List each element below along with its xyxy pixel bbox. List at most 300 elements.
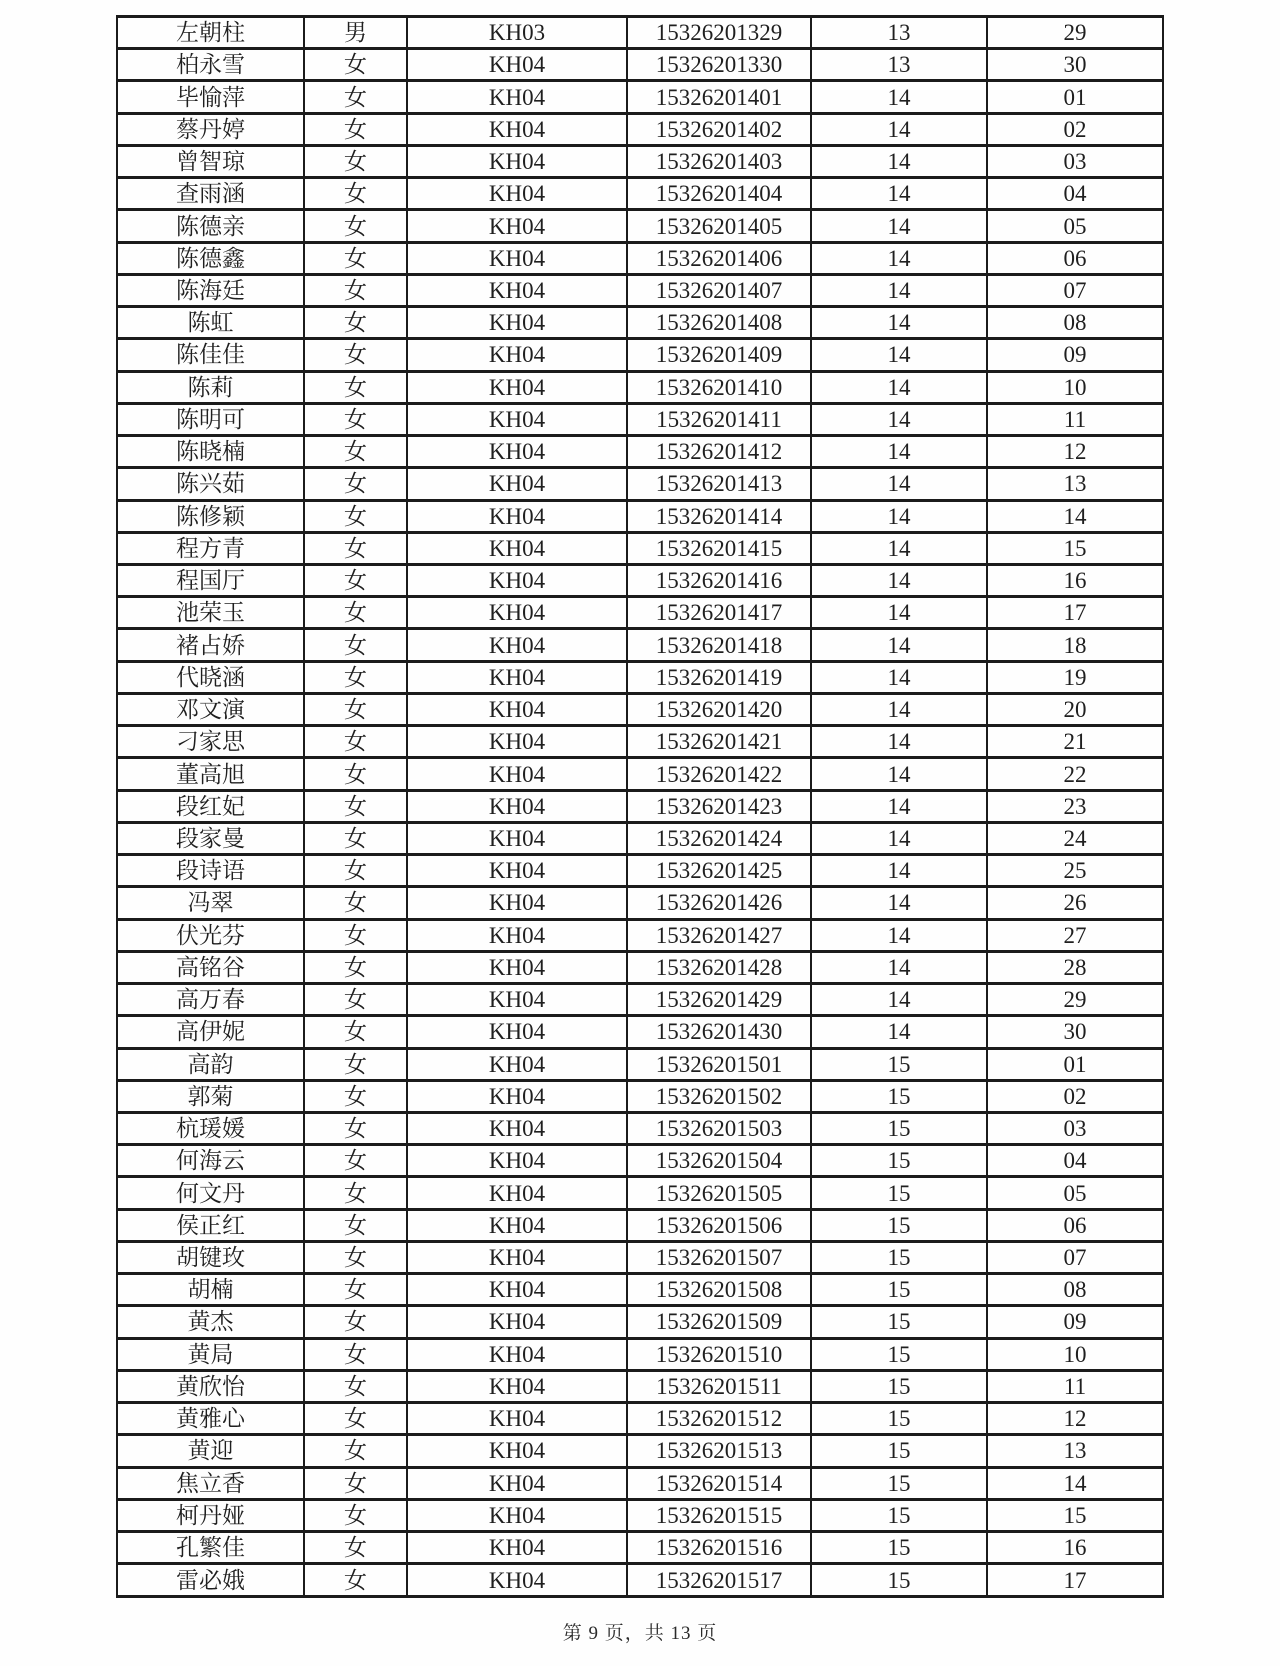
table-cell: 14 <box>811 242 987 274</box>
table-cell: 左朝柱 <box>117 17 304 49</box>
table-cell: 14 <box>811 919 987 951</box>
table-cell: 15326201513 <box>627 1435 811 1467</box>
table-cell: 焦立香 <box>117 1467 304 1499</box>
table-cell: 冯翠 <box>117 887 304 919</box>
table-cell: 黄雅心 <box>117 1403 304 1435</box>
table-cell: 15326201418 <box>627 629 811 661</box>
table-cell: KH04 <box>407 242 627 274</box>
table-cell: 14 <box>811 500 987 532</box>
table-cell: KH04 <box>407 1209 627 1241</box>
table-cell: 14 <box>987 1467 1163 1499</box>
table-cell: 15326201506 <box>627 1209 811 1241</box>
table-cell: 16 <box>987 1532 1163 1564</box>
table-cell: 15 <box>811 1467 987 1499</box>
table-cell: 15 <box>811 1338 987 1370</box>
table-cell: 15326201417 <box>627 597 811 629</box>
table-row <box>117 564 1163 596</box>
table-cell: 14 <box>811 1016 987 1048</box>
table-cell: 12 <box>987 1403 1163 1435</box>
table-cell: 段红妃 <box>117 790 304 822</box>
table-cell: 15326201421 <box>627 726 811 758</box>
table-cell: 14 <box>811 758 987 790</box>
table-cell: 女 <box>304 1145 407 1177</box>
table-cell: 15326201426 <box>627 887 811 919</box>
table-cell: 15326201329 <box>627 17 811 49</box>
table-row <box>117 1145 1163 1177</box>
table-cell: 孔繁佳 <box>117 1532 304 1564</box>
table-cell: KH04 <box>407 468 627 500</box>
table-cell: KH04 <box>407 693 627 725</box>
table-cell: 19 <box>987 661 1163 693</box>
table-cell: 27 <box>987 919 1163 951</box>
table-cell: 何海云 <box>117 1145 304 1177</box>
table-cell: 杭瑗媛 <box>117 1112 304 1144</box>
table-cell: 15 <box>811 1177 987 1209</box>
table-cell: 黄局 <box>117 1338 304 1370</box>
table-cell: 侯正红 <box>117 1209 304 1241</box>
table-cell: 程方青 <box>117 532 304 564</box>
table-row <box>117 178 1163 210</box>
table-cell: 15326201416 <box>627 564 811 596</box>
table-cell: 15 <box>811 1112 987 1144</box>
table-row <box>117 1209 1163 1241</box>
page-footer: 第 9 页，共 13 页 <box>562 1623 718 1644</box>
table-cell: KH04 <box>407 1499 627 1531</box>
table-cell: 15326201422 <box>627 758 811 790</box>
table-cell: 14 <box>811 339 987 371</box>
table-cell: 14 <box>811 984 987 1016</box>
table-cell: 女 <box>304 1080 407 1112</box>
table-cell: 04 <box>987 1145 1163 1177</box>
table-cell: KH04 <box>407 1016 627 1048</box>
table-cell: 代晓涵 <box>117 661 304 693</box>
table-row <box>117 1016 1163 1048</box>
table-cell: 段诗语 <box>117 855 304 887</box>
table-row <box>117 661 1163 693</box>
table-cell: 15 <box>811 1532 987 1564</box>
table-cell: 女 <box>304 532 407 564</box>
table-cell: KH04 <box>407 1467 627 1499</box>
table-cell: 15 <box>811 1241 987 1273</box>
table-cell: 女 <box>304 210 407 242</box>
table-cell: 04 <box>987 178 1163 210</box>
table-cell: KH04 <box>407 1306 627 1338</box>
table-cell: KH04 <box>407 661 627 693</box>
table-cell: 曾智琼 <box>117 145 304 177</box>
table-cell: 15326201405 <box>627 210 811 242</box>
table-cell: KH04 <box>407 822 627 854</box>
table-cell: KH04 <box>407 1145 627 1177</box>
table-cell: 陈明可 <box>117 403 304 435</box>
table-cell: KH04 <box>407 210 627 242</box>
table-cell: 13 <box>811 17 987 49</box>
table-cell: 15326201412 <box>627 436 811 468</box>
table-cell: 22 <box>987 758 1163 790</box>
table-cell: 15326201425 <box>627 855 811 887</box>
table-cell: 02 <box>987 113 1163 145</box>
table-cell: 14 <box>811 81 987 113</box>
table-cell: 雷必娥 <box>117 1564 304 1597</box>
table-cell: 伏光芬 <box>117 919 304 951</box>
table-row <box>117 81 1163 113</box>
table-cell: KH04 <box>407 1370 627 1402</box>
table-cell: 女 <box>304 1177 407 1209</box>
table-row <box>117 17 1163 49</box>
table-cell: 15326201415 <box>627 532 811 564</box>
table-cell: 池荣玉 <box>117 597 304 629</box>
table-row <box>117 1177 1163 1209</box>
table-cell: 女 <box>304 1209 407 1241</box>
table-cell: KH04 <box>407 984 627 1016</box>
table-cell: 何文丹 <box>117 1177 304 1209</box>
table-row <box>117 371 1163 403</box>
table-cell: KH04 <box>407 178 627 210</box>
table-cell: 邓文演 <box>117 693 304 725</box>
table-cell: 15 <box>811 1564 987 1597</box>
table-cell: 14 <box>987 500 1163 532</box>
table-cell: 女 <box>304 145 407 177</box>
table-cell: 09 <box>987 339 1163 371</box>
table-cell: KH04 <box>407 307 627 339</box>
table-cell: 陈佳佳 <box>117 339 304 371</box>
table-cell: 15 <box>811 1370 987 1402</box>
table-row <box>117 1306 1163 1338</box>
table-cell: 女 <box>304 113 407 145</box>
table-cell: 14 <box>811 307 987 339</box>
table-cell: 15326201414 <box>627 500 811 532</box>
table-cell: 男 <box>304 17 407 49</box>
table-row <box>117 274 1163 306</box>
table-cell: 女 <box>304 1338 407 1370</box>
table-cell: KH04 <box>407 1241 627 1273</box>
table-cell: 21 <box>987 726 1163 758</box>
table-cell: 女 <box>304 661 407 693</box>
table-cell: 女 <box>304 307 407 339</box>
table-cell: 女 <box>304 1403 407 1435</box>
table-cell: 03 <box>987 1112 1163 1144</box>
table-cell: 15326201402 <box>627 113 811 145</box>
table-cell: 15326201515 <box>627 1499 811 1531</box>
table-row <box>117 210 1163 242</box>
table-cell: 女 <box>304 274 407 306</box>
table-cell: 女 <box>304 178 407 210</box>
table-cell: 06 <box>987 242 1163 274</box>
table-cell: KH04 <box>407 371 627 403</box>
table-cell: 23 <box>987 790 1163 822</box>
table-cell: 14 <box>811 661 987 693</box>
table-cell: KH04 <box>407 1112 627 1144</box>
table-cell: 15326201403 <box>627 145 811 177</box>
table-cell: 褚占娇 <box>117 629 304 661</box>
table-cell: 14 <box>811 629 987 661</box>
table-cell: 05 <box>987 1177 1163 1209</box>
table-cell: KH04 <box>407 339 627 371</box>
table-cell: 13 <box>987 468 1163 500</box>
table-cell: 女 <box>304 339 407 371</box>
table-cell: KH04 <box>407 564 627 596</box>
table-cell: 30 <box>987 1016 1163 1048</box>
table-cell: KH04 <box>407 597 627 629</box>
table-cell: 15326201430 <box>627 1016 811 1048</box>
table-cell: 女 <box>304 822 407 854</box>
table-row <box>117 49 1163 81</box>
table-cell: 15326201504 <box>627 1145 811 1177</box>
table-cell: 黄欣怡 <box>117 1370 304 1402</box>
table-cell: KH04 <box>407 1403 627 1435</box>
table-cell: 08 <box>987 1274 1163 1306</box>
table-cell: KH04 <box>407 113 627 145</box>
table-cell: 女 <box>304 629 407 661</box>
table-cell: 15 <box>811 1209 987 1241</box>
table-cell: KH04 <box>407 436 627 468</box>
table-cell: 16 <box>987 564 1163 596</box>
table-cell: 女 <box>304 1048 407 1080</box>
table-cell: 高伊妮 <box>117 1016 304 1048</box>
table-row <box>117 597 1163 629</box>
table-row <box>117 339 1163 371</box>
table-cell: 15326201420 <box>627 693 811 725</box>
table-cell: 17 <box>987 1564 1163 1597</box>
table-cell: 女 <box>304 1467 407 1499</box>
table-cell: KH04 <box>407 274 627 306</box>
table-cell: 女 <box>304 887 407 919</box>
table-cell: 14 <box>811 403 987 435</box>
table-cell: 10 <box>987 371 1163 403</box>
table-cell: 15326201516 <box>627 1532 811 1564</box>
table-row <box>117 1241 1163 1273</box>
table-cell: 15 <box>811 1274 987 1306</box>
table-cell: 11 <box>987 1370 1163 1402</box>
table-cell: 12 <box>987 436 1163 468</box>
table-cell: 15326201514 <box>627 1467 811 1499</box>
table-cell: 女 <box>304 855 407 887</box>
table-cell: 15326201413 <box>627 468 811 500</box>
table-row <box>117 919 1163 951</box>
table-cell: 14 <box>811 855 987 887</box>
table-cell: KH04 <box>407 758 627 790</box>
table-cell: 女 <box>304 403 407 435</box>
table-cell: 15326201507 <box>627 1241 811 1273</box>
table-cell: 15326201424 <box>627 822 811 854</box>
table-row <box>117 1370 1163 1402</box>
table-row <box>117 403 1163 435</box>
table-cell: 女 <box>304 1370 407 1402</box>
table-cell: KH04 <box>407 1338 627 1370</box>
table-cell: 10 <box>987 1338 1163 1370</box>
table-cell: 11 <box>987 403 1163 435</box>
table-cell: 15 <box>811 1403 987 1435</box>
table-cell: 女 <box>304 951 407 983</box>
table-cell: 黄杰 <box>117 1306 304 1338</box>
table-cell: 女 <box>304 242 407 274</box>
table-cell: 董高旭 <box>117 758 304 790</box>
table-cell: KH04 <box>407 887 627 919</box>
table-cell: 14 <box>811 113 987 145</box>
table-row <box>117 1467 1163 1499</box>
table-row <box>117 1435 1163 1467</box>
table-row <box>117 951 1163 983</box>
table-cell: 15326201512 <box>627 1403 811 1435</box>
table-cell: 柯丹娅 <box>117 1499 304 1531</box>
table-row <box>117 468 1163 500</box>
table-row <box>117 1274 1163 1306</box>
table-cell: 女 <box>304 1274 407 1306</box>
table-cell: 08 <box>987 307 1163 339</box>
table-cell: 14 <box>811 178 987 210</box>
table-cell: 14 <box>811 371 987 403</box>
table-cell: 15326201509 <box>627 1306 811 1338</box>
table-row <box>117 790 1163 822</box>
table-cell: KH04 <box>407 726 627 758</box>
table-cell: 段家曼 <box>117 822 304 854</box>
table-cell: 17 <box>987 597 1163 629</box>
table-cell: 女 <box>304 1112 407 1144</box>
table-cell: 14 <box>811 564 987 596</box>
table-cell: 女 <box>304 371 407 403</box>
table-cell: 女 <box>304 81 407 113</box>
table-cell: 陈晓楠 <box>117 436 304 468</box>
table-cell: 15326201510 <box>627 1338 811 1370</box>
table-row <box>117 1499 1163 1531</box>
table-cell: 15326201406 <box>627 242 811 274</box>
table-cell: 程国厅 <box>117 564 304 596</box>
table-cell: 15326201410 <box>627 371 811 403</box>
table-row <box>117 887 1163 919</box>
table-row <box>117 1112 1163 1144</box>
table-cell: 14 <box>811 532 987 564</box>
table-cell: 女 <box>304 436 407 468</box>
table-cell: 刁家思 <box>117 726 304 758</box>
table-cell: 柏永雪 <box>117 49 304 81</box>
table-cell: 陈海廷 <box>117 274 304 306</box>
table-row <box>117 1564 1163 1597</box>
table-cell: 25 <box>987 855 1163 887</box>
table-cell: 14 <box>811 822 987 854</box>
table-cell: 15326201330 <box>627 49 811 81</box>
table-cell: 15326201503 <box>627 1112 811 1144</box>
table-cell: 女 <box>304 726 407 758</box>
table-cell: KH04 <box>407 49 627 81</box>
table-cell: 26 <box>987 887 1163 919</box>
table-row <box>117 1338 1163 1370</box>
table-cell: 20 <box>987 693 1163 725</box>
table-cell: 毕愉萍 <box>117 81 304 113</box>
table-row <box>117 693 1163 725</box>
table-cell: 15326201427 <box>627 919 811 951</box>
table-cell: 24 <box>987 822 1163 854</box>
table-cell: KH04 <box>407 790 627 822</box>
table-cell: KH04 <box>407 855 627 887</box>
table-cell: 01 <box>987 1048 1163 1080</box>
table-cell: 15 <box>987 532 1163 564</box>
table-cell: 陈德亲 <box>117 210 304 242</box>
table-cell: 15326201408 <box>627 307 811 339</box>
table-cell: KH04 <box>407 500 627 532</box>
table-cell: 15326201508 <box>627 1274 811 1306</box>
table-cell: KH04 <box>407 145 627 177</box>
table-cell: KH04 <box>407 1564 627 1597</box>
table-row <box>117 822 1163 854</box>
table-cell: 15326201502 <box>627 1080 811 1112</box>
table-cell: 14 <box>811 726 987 758</box>
table-cell: 15326201409 <box>627 339 811 371</box>
table-cell: KH04 <box>407 629 627 661</box>
table-row <box>117 307 1163 339</box>
table-row <box>117 629 1163 661</box>
table-cell: KH04 <box>407 1177 627 1209</box>
table-cell: 15326201428 <box>627 951 811 983</box>
table-cell: 女 <box>304 758 407 790</box>
table-cell: 15326201517 <box>627 1564 811 1597</box>
table-cell: KH04 <box>407 81 627 113</box>
table-cell: 女 <box>304 49 407 81</box>
table-cell: 02 <box>987 1080 1163 1112</box>
table-cell: 14 <box>811 693 987 725</box>
table-cell: 15 <box>987 1499 1163 1531</box>
table-cell: 15326201429 <box>627 984 811 1016</box>
table-cell: 陈修颖 <box>117 500 304 532</box>
table-cell: KH04 <box>407 951 627 983</box>
table-cell: 14 <box>811 951 987 983</box>
table-cell: 14 <box>811 468 987 500</box>
table-cell: 陈莉 <box>117 371 304 403</box>
table-cell: 15 <box>811 1145 987 1177</box>
table-cell: 女 <box>304 1016 407 1048</box>
table-cell: 15326201404 <box>627 178 811 210</box>
table-cell: 女 <box>304 564 407 596</box>
table-row <box>117 1048 1163 1080</box>
table-cell: 女 <box>304 500 407 532</box>
table-cell: 18 <box>987 629 1163 661</box>
table-cell: 高韵 <box>117 1048 304 1080</box>
table-cell: 15326201505 <box>627 1177 811 1209</box>
table-cell: 15326201419 <box>627 661 811 693</box>
table-cell: 胡键玫 <box>117 1241 304 1273</box>
table-cell: 女 <box>304 597 407 629</box>
table-cell: KH04 <box>407 1048 627 1080</box>
table-cell: 14 <box>811 790 987 822</box>
table-cell: KH04 <box>407 919 627 951</box>
table-cell: 30 <box>987 49 1163 81</box>
table-row <box>117 145 1163 177</box>
table-cell: 15 <box>811 1080 987 1112</box>
table-row <box>117 1532 1163 1564</box>
table-row <box>117 113 1163 145</box>
table-row <box>117 726 1163 758</box>
table-cell: 女 <box>304 693 407 725</box>
table-cell: 07 <box>987 1241 1163 1273</box>
table-cell: 陈德鑫 <box>117 242 304 274</box>
table-cell: 女 <box>304 468 407 500</box>
table-cell: 01 <box>987 81 1163 113</box>
table-cell: 13 <box>987 1435 1163 1467</box>
table-cell: KH04 <box>407 1080 627 1112</box>
table-cell: 09 <box>987 1306 1163 1338</box>
table-cell: 胡楠 <box>117 1274 304 1306</box>
table-cell: 05 <box>987 210 1163 242</box>
table-row <box>117 242 1163 274</box>
table-cell: 15 <box>811 1435 987 1467</box>
table-cell: 查雨涵 <box>117 178 304 210</box>
table-row <box>117 855 1163 887</box>
table-cell: 女 <box>304 1564 407 1597</box>
table-cell: 女 <box>304 1435 407 1467</box>
roster-table <box>116 15 1164 1598</box>
table-cell: 13 <box>811 49 987 81</box>
table-cell: KH04 <box>407 1274 627 1306</box>
table-cell: 06 <box>987 1209 1163 1241</box>
roster-table-body <box>117 17 1163 1597</box>
